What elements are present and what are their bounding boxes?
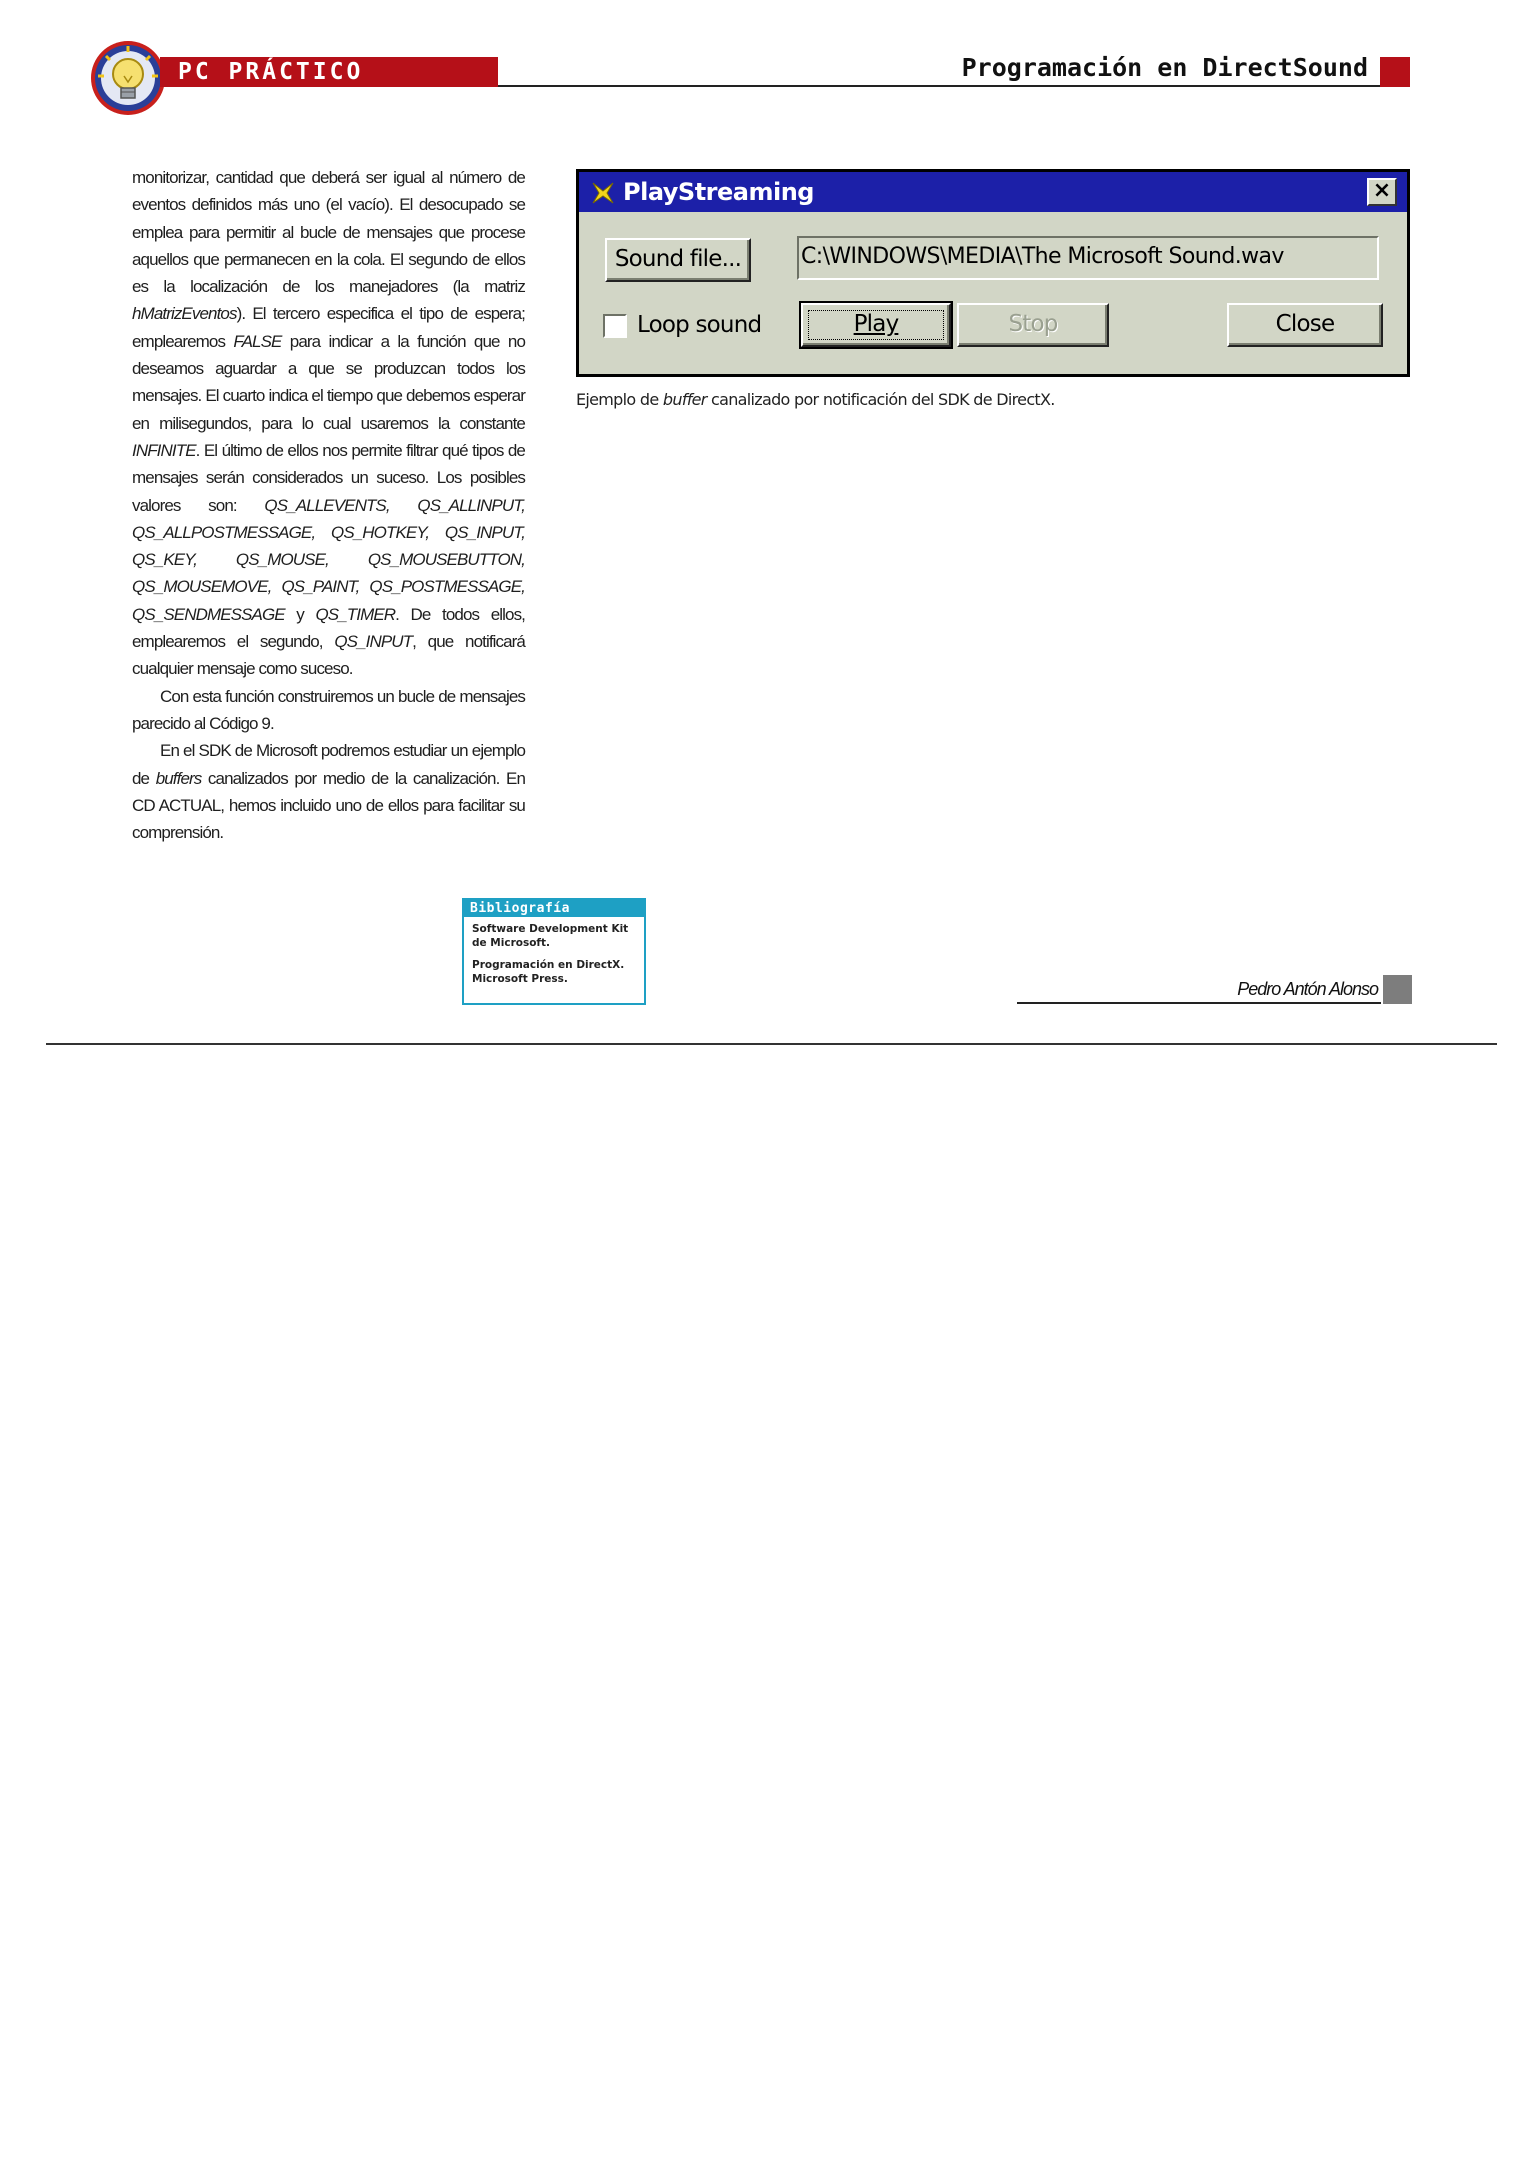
text-run: canalizados por medio de la canalización. En CD ACTUAL, hemos incluido uno de ellos para facilitar su comprensión. [132, 768, 525, 843]
file-path-field[interactable]: C:\WINDOWS\MEDIA\The Microsoft Sound.wav [797, 236, 1379, 280]
close-button[interactable] [1227, 303, 1383, 347]
page-title: Programación en DirectSound [961, 53, 1368, 82]
button-label: Sound file... [614, 246, 742, 272]
button-label: Stop [1008, 311, 1058, 337]
loop-sound-label: Loop sound [637, 312, 762, 338]
app-icon [589, 179, 617, 207]
header-rule [498, 85, 1410, 87]
page-bottom-rule [46, 1043, 1497, 1045]
window-title: PlayStreaming [623, 178, 814, 206]
section-label: PC PRÁCTICO [178, 59, 364, 85]
text-run: , que notificará cualquier mensaje como suceso. [132, 632, 525, 679]
titlebar-close-button[interactable]: × [1367, 178, 1397, 206]
button-label: Play [853, 311, 899, 337]
paragraph-3 [132, 737, 525, 846]
code-term: QS_ALLEVENTS, QS_ALLINPUT, QS_ALLPOSTMESSAGE, QS_HOTKEY, QS_INPUT, QS_KEY, QS_MOUSE, QS_MOUSEBUTTON, QS_MOUSEMOVE, QS_PAINT, QS_POSTMESSAGE, QS_SENDMESSAGE [132, 495, 525, 624]
paragraph-2: Con esta función construiremos un bucle de mensajes parecido al Código 9. [132, 686, 525, 733]
author-square [1383, 975, 1412, 1004]
text-run: Ejemplo de [576, 390, 663, 409]
author-rule [1017, 1002, 1381, 1004]
text-run: . De todos ellos, emplearemos el segundo, [132, 604, 525, 652]
caption-term: buffer [662, 390, 707, 409]
text-run: En el SDK de Microsoft podremos estudiar un ejemplo de [132, 741, 525, 788]
header-accent-square [1380, 57, 1410, 87]
text-run: monitorizar, cantidad que deberá ser igual al número de eventos definidos más uno (el vacío). El desocupado se emplea para permitir al bucle de mensajes que procese aquellos que permanecen en la cola. El segundo de ellos es la localización de los manejadores (la matriz [132, 168, 525, 297]
code-term: QS_TIMER [315, 604, 396, 624]
code-term: FALSE [233, 331, 282, 351]
text-run: canalizado por notificación del SDK de DirectX. [706, 390, 1055, 409]
text-run: para indicar a la función que no deseamos aguardar a que se produzcan todos los mensajes. El cuarto indica el tiempo que debemos esperar en milisegundos, para lo cual usaremos la constante [132, 331, 525, 433]
sound-file-button[interactable] [605, 238, 751, 282]
button-label: Close [1275, 311, 1335, 337]
bibliography-box [462, 898, 646, 1005]
code-term: INFINITE [132, 440, 196, 460]
code-term: buffers [155, 768, 202, 788]
stop-button[interactable] [957, 303, 1109, 347]
code-term: QS_INPUT [334, 632, 413, 652]
text-run: y [284, 604, 316, 624]
playstreaming-window [579, 172, 1407, 374]
bibliography-item: Software Development Kit de Microsoft. [472, 923, 629, 949]
loop-sound-checkbox[interactable] [603, 314, 627, 338]
article-body [132, 164, 525, 846]
focus-rect [808, 310, 944, 340]
text-run: ). El tercero especifica el tipo de espera; emplearemos [132, 304, 525, 351]
figure-caption [576, 388, 1055, 412]
window-titlebar [579, 172, 1407, 212]
bibliography-title: Bibliografía [470, 901, 570, 916]
lightbulb-logo-icon [90, 40, 166, 116]
play-button[interactable] [801, 303, 951, 347]
bibliography-item: Programación en DirectX. Microsoft Press. [472, 959, 625, 985]
paragraph-1 [132, 164, 525, 683]
code-term: hMatrizEventos [132, 304, 237, 324]
author-name: Pedro Antón Alonso [1237, 979, 1378, 999]
text-run: . El último de ellos nos permite filtrar qué tipos de mensajes serán considerados un suceso. Los posibles valores son: [132, 440, 525, 515]
